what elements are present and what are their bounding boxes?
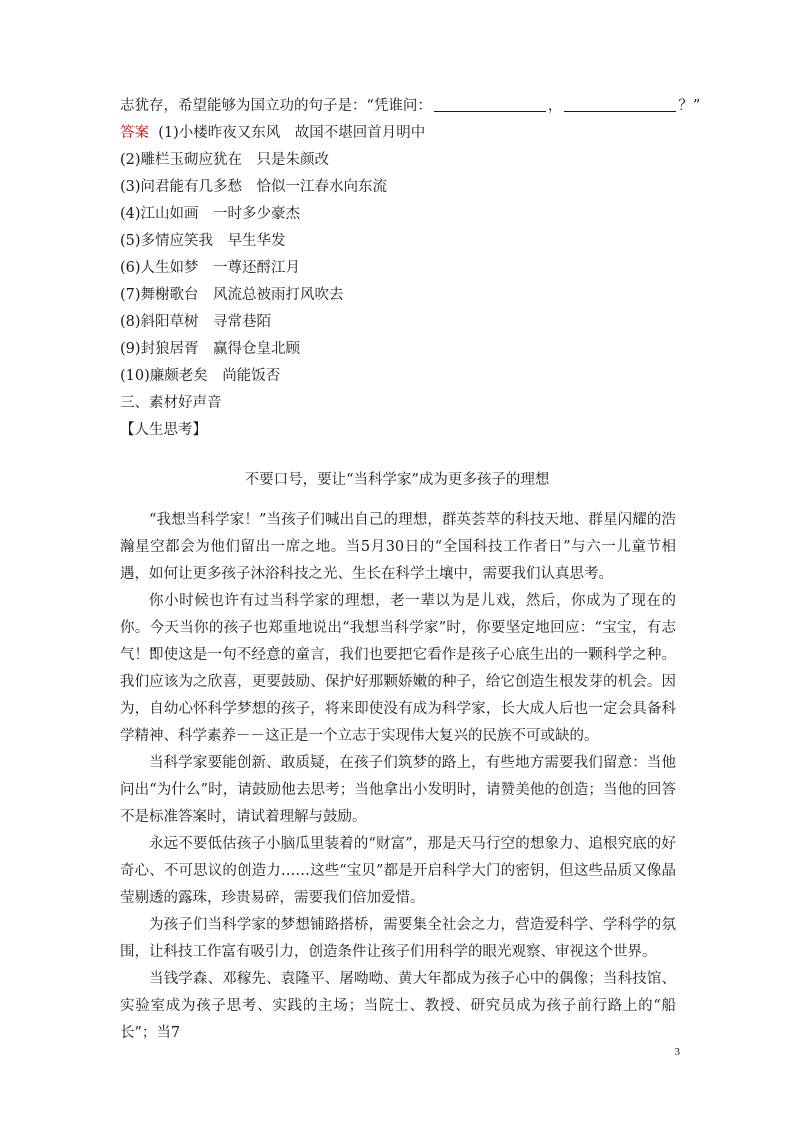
article-title: 不要口号，要让“当科学家”成为更多孩子的理想	[244, 472, 550, 488]
answer-item: (8)斜阳草树 寻常巷陌	[120, 314, 272, 330]
page-number: 3	[674, 1046, 680, 1058]
question-end: ？”	[678, 98, 701, 114]
answer-item: (4)江山如画 一时多少豪杰	[120, 206, 301, 222]
answer-item: (5)多情应笑我 早生华发	[120, 233, 286, 249]
answer-item: (3)问君能有几多愁 恰似一江春水向东流	[120, 179, 388, 195]
article-paragraph: 即使这是一句不经意的童言，我们也要把它看作是孩子心底生出的一颗科学之种。我们应该为之欣喜，更要鼓励、保护好那颗娇嫩的种子，给它创造生根发芽的机会。因为，自幼心怀科学梦想的孩子，将来即使没有成为科学家，长大成人后也一定会具备科学精神、科学素养－－这正是一个立志于实现伟大复兴的民族不可或缺的。	[120, 647, 676, 744]
answer-blank-1	[434, 97, 546, 112]
sub-heading: 【人生思考】	[120, 422, 207, 438]
article-paragraph: “我想当科学家！”当孩子们喊出自己的理想，群英荟萃的科技天地、群星闪耀的浩瀚星空都会为他们留出一席之地。当5月30日的“全国科技工作者日”与六一儿童节相遇，如何让更多孩子沐浴科技之光、生长在科学土壤中，需要我们认真思考。	[120, 512, 676, 582]
answer-item: (2)雕栏玉砌应犹在 只是朱颜改	[120, 152, 330, 168]
section-heading: 三、素材好声音	[120, 395, 222, 411]
question-comma: ，	[547, 98, 563, 114]
answer-item: (6)人生如梦 一尊还酹江月	[120, 260, 301, 276]
question-text: 志犹存，希望能够为国立功的句子是：“凭谁问：	[120, 98, 432, 114]
answer-item: (10)廉颇老矣 尚能饭否	[120, 368, 281, 384]
article-paragraph: 你小时候也许有过当科学家的理想，老一辈以为是儿戏，然后，你成为了现在的你。今天当你的孩子也郑重地说出“我想当科学家”时，你要坚定地回应：“宝宝，有志气！”	[120, 593, 676, 663]
answer-item: (9)封狼居胥 赢得仓皇北顾	[120, 341, 301, 357]
article-paragraph: 当钱学森、邓稼先、袁隆平、屠呦呦、黄大年都成为孩子心中的偶像；当科技馆、实验室成为孩子思考、实践的主场；当院士、教授、研究员成为孩子前行路上的“船长”；当7	[120, 971, 676, 1041]
answer-item: (1)小楼昨夜又东风 故国不堪回首月明中	[158, 125, 426, 141]
article-paragraph: 永远不要低估孩子小脑瓜里装着的“财富”，那是天马行空的想象力、追根究底的好奇心、不可思议的创造力……这些“宝贝”都是开启科学大门的密钥，但这些品质又像晶莹剔透的露珠，珍贵易碎，需要我们倍加爱惜。	[120, 836, 676, 906]
fill-in-question	[120, 96, 700, 116]
answer-label: 答案	[120, 125, 149, 141]
answer-item: (7)舞榭歌台 风流总被雨打风吹去	[120, 287, 344, 303]
answer-blank-2	[564, 97, 676, 112]
article-paragraph: 当科学家要能创新、敢质疑，在孩子们筑梦的路上，有些地方需要我们留意：当他问出“为什么”时，请鼓励他去思考；当他拿出小发明时，请赞美他的创造；当他的回答不是标准答案时，请试着理解与鼓励。	[120, 755, 676, 825]
article-paragraph: 为孩子们当科学家的梦想铺路搭桥，需要集全社会之力，营造爱科学、学科学的氛围，让科技工作富有吸引力，创造条件让孩子们用科学的眼光观察、审视这个世界。	[120, 917, 676, 960]
answer-line-1	[120, 123, 425, 143]
